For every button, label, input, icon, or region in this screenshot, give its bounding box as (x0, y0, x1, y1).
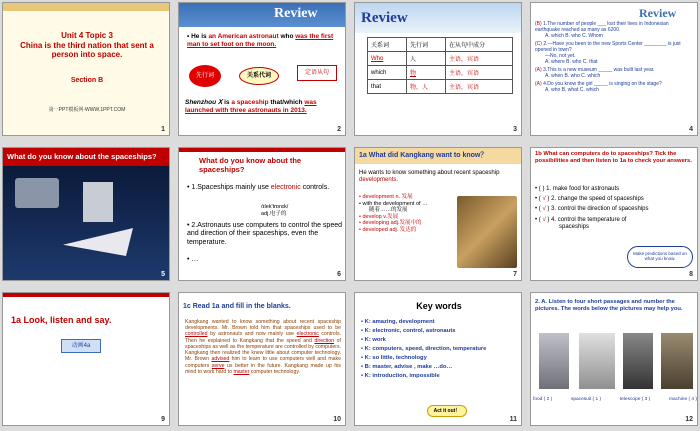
slide-number: 9 (161, 416, 165, 423)
slide-number: 5 (161, 271, 165, 278)
slide-11-keywords: • K: amazing, development • K: electronic, control, astronauts • K: work • K: computers, speed, direction, temperature • K: so little, technology • B: master, advise , make …do… • K: introduction, impossible (361, 319, 487, 379)
slide-6-top-band (179, 148, 345, 152)
tag-attributive-clause: 定语从句 (297, 65, 337, 81)
slide-6-point-1: • 1.Spaceships mainly use electronic controls. (187, 184, 330, 191)
slide-8-items: • ( ) 1. make food for astronauts • ( √ ) 2. change the speed of spaceships • ( √ ) 3. control the direction of spaceships • ( √ ) 4. control the temperature of spaceships (535, 186, 649, 230)
tag-relative-pronoun: 关系代词 (239, 67, 279, 85)
slide-number: 12 (685, 416, 693, 423)
relative-pronoun-table (367, 37, 513, 94)
slide-number: 10 (333, 416, 341, 423)
satellite-image (15, 178, 59, 208)
slide-5[interactable] (2, 147, 170, 281)
table-header: 在从句中成分 (445, 38, 512, 52)
slide-6-point-3: • … (187, 256, 199, 263)
slide-1-top-band (3, 3, 169, 11)
act-it-out-badge: Act it out！ (427, 405, 467, 417)
rocket-image (83, 182, 113, 222)
slide-9-top-band (3, 293, 169, 297)
slide-1[interactable] (2, 2, 170, 136)
slide-12[interactable] (530, 292, 698, 426)
table-header: 关系词 (368, 38, 407, 52)
slide-10[interactable] (178, 292, 346, 426)
slide-2-example: Shenzhou Ⅹ is a spaceship that/which was launched with three astronauts in 2013. (185, 99, 317, 114)
slide-4-heading: Review (639, 6, 677, 20)
slide-7[interactable] (354, 147, 522, 281)
slide-10-passage: Kangkang wanted to know something about recent spaceship developments. Mr. Brown told him that spaceships used to be controlled by astronauts and now mainly use electronic controls. Then he explained to Kangkang that the speed and direction of spaceships as well as the temperature are controlled by computers. Kangkang then realized the knew little about computer technology. Mr. Brown advised him to learn to use computers well and make computers serve us better in the future. Kangkang made up his mind to work hard to master computer technology. (185, 319, 342, 375)
slide-1-section: Section B (70, 77, 104, 84)
table-row: which 物 主语，宾语 (368, 66, 513, 80)
slide-5-title: What do you know about the spaceships? (7, 152, 157, 161)
table-row: that 物，人 主语，宾语 (368, 80, 513, 94)
slide-6-point-2: • 2.Astronauts use computers to control the speed and direction of their spaceships, even the temperature. (187, 222, 342, 246)
slide-4[interactable] (530, 2, 698, 136)
telescope-image (623, 333, 653, 389)
slide-11[interactable] (354, 292, 522, 426)
slide-9[interactable] (2, 292, 170, 426)
slide-3[interactable] (354, 2, 522, 136)
table-header: 先行词 (406, 38, 445, 52)
slide-number: 8 (689, 271, 693, 278)
slide-7-title: 1a What did Kangkang want to know？ (359, 152, 488, 159)
slide-number: 4 (689, 126, 693, 133)
slide-1-title: Unit 4 Topic 3 China is the third nation that sent a person into space. (20, 31, 154, 60)
slide-number: 11 (509, 416, 517, 423)
tag-antecedent: 先行词 (189, 65, 221, 87)
spacesuit-image (579, 333, 615, 389)
slide-6-title: What do you know about the spaceships? (199, 156, 302, 174)
slide-12-title: 2. A. Listen to four short passages and number the pictures. The words below the pictures may help you. (535, 299, 683, 312)
slide-2-bullet: • He is an American astronaut who was the first man to set foot on the moon. (187, 33, 334, 48)
slide-2[interactable] (178, 2, 346, 136)
picture-labels: food ( 2 ) spacesuit ( 1 ) telescope ( 3 ) machine ( 4 ) (533, 397, 697, 402)
animation-button[interactable]: 动画4a (61, 339, 101, 353)
slide-number: 7 (513, 271, 517, 278)
slide-8-title: 1b What can computers do to spaceships? Tick the possibilities and then listen to 1a to check your answers. (535, 151, 692, 164)
astronaut-photo (457, 196, 517, 268)
slide-8[interactable] (530, 147, 698, 281)
slide-1-watermark: 第一PPT模板网-WWW.1PPT.COM (48, 107, 126, 113)
slide-number: 6 (337, 271, 341, 278)
slide-11-title: Key words (416, 301, 462, 311)
slide-number: 3 (513, 126, 517, 133)
slide-6[interactable] (178, 147, 346, 281)
machine-image (661, 333, 693, 389)
slide-7-intro: He wants to know something about recent spaceship developments. (359, 170, 500, 184)
slide-number: 2 (337, 126, 341, 133)
slide-3-heading: Review (361, 10, 408, 26)
slide-number: 1 (161, 126, 165, 133)
table-header-row (368, 38, 513, 52)
slide-2-header (179, 3, 345, 27)
slide-10-title: 1c Read 1a and fill in the blanks. (183, 303, 291, 310)
food-image (539, 333, 569, 389)
prediction-cloud: Make predictions based on what you know. (627, 246, 693, 268)
slide-9-title: 1a Look, listen and say. (11, 315, 112, 325)
slide-6-phonetic: /ɪlek'trɒnɪk/ adj.电子的 (261, 204, 289, 217)
slide-4-questions: (B) 1.The number of people ___ lost their lives in Indonesian earthquake reached as many as 6200. A. which B. who C. Whom (C) 2.—Have you been to the new Sports Center ________ is just opened in town? —No, not yet. A. where B. who C. that (A) 3.This is a new museum _____ was built last year. A. when B. who C. which (A) 4.Do you know the girl _____ is singing on the stage? A. who B. what C. which (535, 21, 681, 93)
slide-7-vocab: • development n. 发展 • with the development of … 随着……的发展 • develop v.发展 • developing adj.发展中的 • developed adj. 发达的 (359, 194, 428, 233)
slide-2-heading: Review (274, 6, 318, 21)
table-row: Who 人 主语，宾语 (368, 52, 513, 66)
